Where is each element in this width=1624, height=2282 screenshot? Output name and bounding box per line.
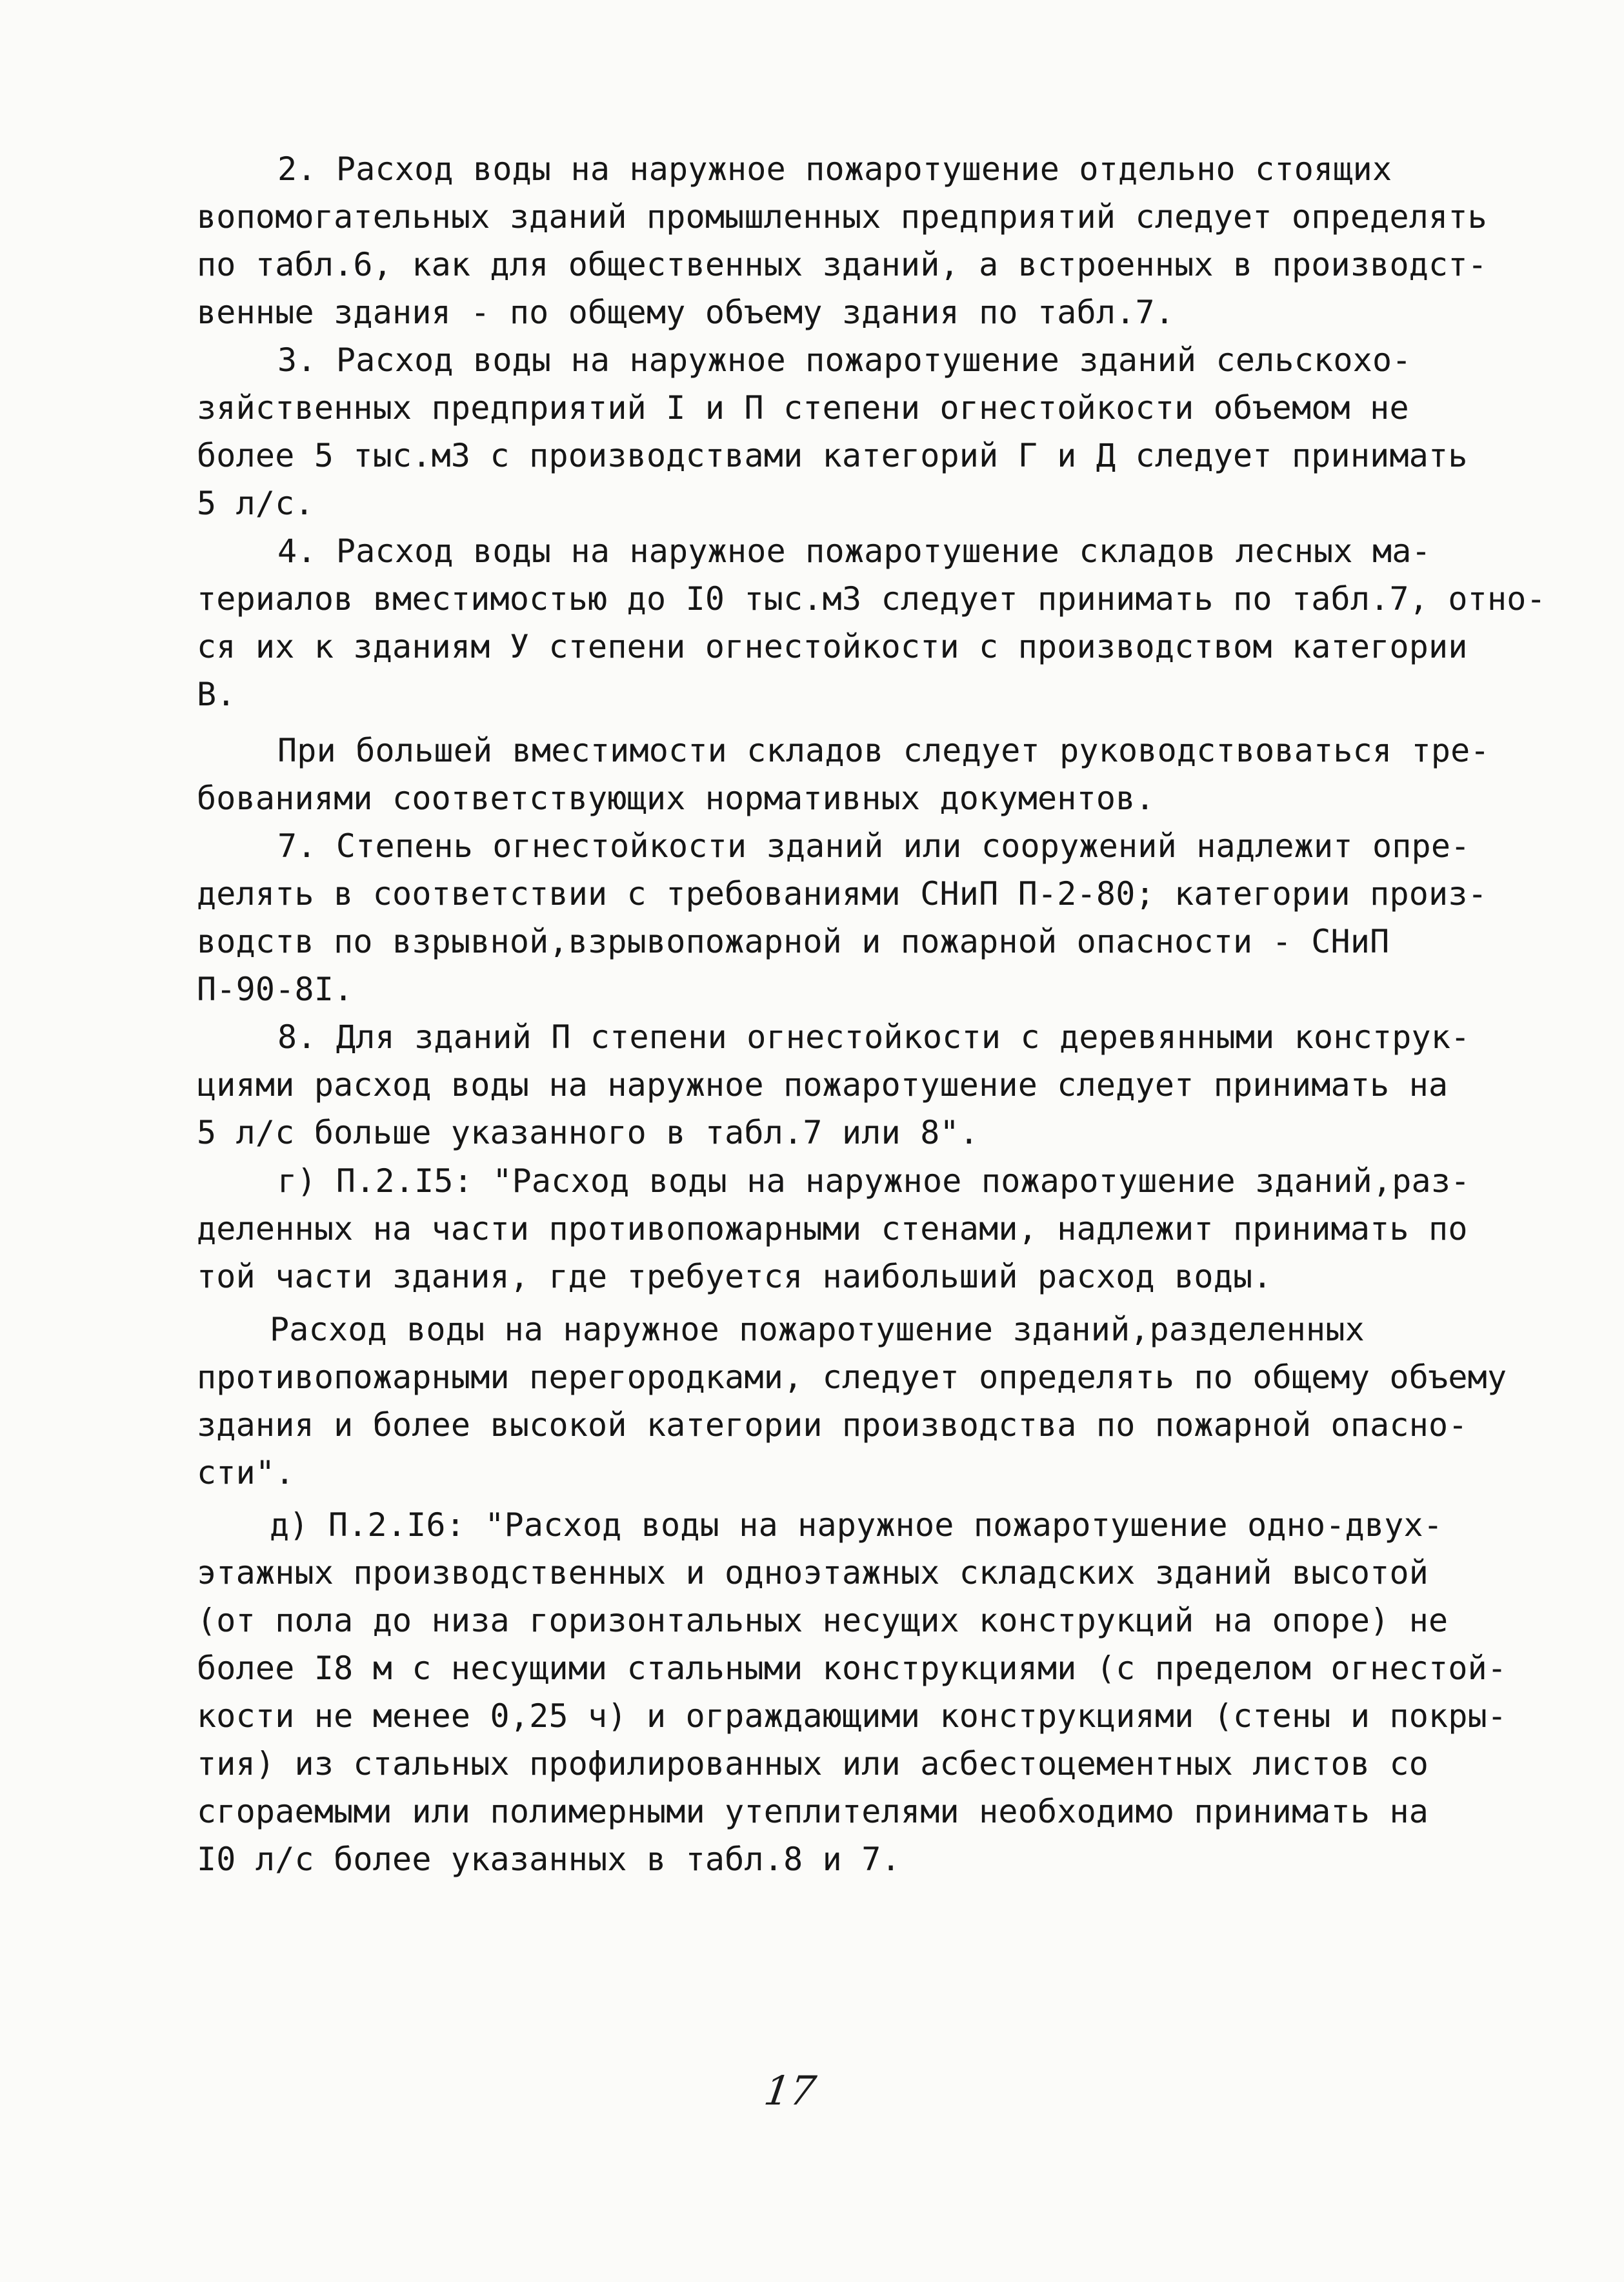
text-line: более I8 м с несущими стальными конструкциями (с пределом огнестой- — [197, 1650, 1507, 1687]
text-line: г) П.2.I5: "Расход воды на наружное пожаротушение зданий,раз- — [277, 1162, 1470, 1200]
text-line: При большей вместимости складов следует руководствоваться тре- — [277, 732, 1490, 769]
text-line: делять в соответствии с требованиями СНиП П-2-80; категории произ- — [197, 875, 1487, 913]
text-line: водств по взрывной,взрывопожарной и пожарной опасности - СНиП — [197, 923, 1390, 960]
text-line: 4. Расход воды на наружное пожаротушение складов лесных ма- — [277, 532, 1431, 570]
text-line: 2. Расход воды на наружное пожаротушение отдельно стоящих — [277, 150, 1392, 188]
text-line: В. — [197, 676, 236, 713]
text-line: противопожарными перегородками, следует определять по общему объему — [197, 1358, 1507, 1396]
text-line: той части здания, где требуется наибольший расход воды. — [197, 1258, 1272, 1295]
text-line: ся их к зданиям У степени огнестойкости с производством категории — [197, 628, 1468, 665]
text-line: здания и более высокой категории производства по пожарной опасно- — [197, 1406, 1468, 1444]
text-line: (от пола до низа горизонтальных несущих конструкций на опоре) не — [197, 1602, 1449, 1639]
text-line: бованиями соответствующих нормативных документов. — [197, 780, 1155, 817]
text-line: 3. Расход воды на наружное пожаротушение зданий сельскохо- — [277, 341, 1412, 379]
text-line: зяйственных предприятий I и П степени огнестойкости объемом не — [197, 389, 1409, 427]
text-line: кости не менее 0,25 ч) и ограждающими конструкциями (стены и покры- — [197, 1697, 1507, 1735]
text-line: этажных производственных и одноэтажных складских зданий высотой — [197, 1554, 1429, 1591]
text-line: Расход воды на наружное пожаротушение зданий,разделенных — [270, 1311, 1365, 1348]
text-line: 8. Для зданий П степени огнестойкости с деревянными конструк- — [277, 1018, 1470, 1056]
text-line: циями расход воды на наружное пожаротушение следует принимать на — [197, 1066, 1449, 1104]
text-line: д) П.2.I6: "Расход воды на наружное пожаротушение одно-двух- — [270, 1506, 1443, 1544]
text-line: вопомогательных зданий промышленных предприятий следует определять — [197, 198, 1487, 236]
text-line: по табл.6, как для общественных зданий, а встроенных в производст- — [197, 246, 1487, 283]
text-line: I0 л/с более указанных в табл.8 и 7. — [197, 1841, 901, 1878]
text-line: сгораемыми или полимерными утеплителями необходимо принимать на — [197, 1793, 1429, 1830]
text-line: более 5 тыс.м3 с производствами категорий Г и Д следует принимать — [197, 437, 1468, 474]
text-line: сти". — [197, 1454, 295, 1491]
text-line: териалов вместимостью до I0 тыс.м3 следует принимать по табл.7, отно- — [197, 580, 1546, 618]
page-number: 17 — [761, 2067, 819, 2114]
text-line: деленных на части противопожарными стенами, надлежит принимать по — [197, 1210, 1468, 1247]
text-line: 7. Степень огнестойкости зданий или сооружений надлежит опре- — [277, 827, 1470, 865]
text-line: 5 л/с больше указанного в табл.7 или 8". — [197, 1114, 979, 1151]
text-line: 5 л/с. — [197, 485, 314, 522]
text-line: тия) из стальных профилированных или асбестоцементных листов со — [197, 1745, 1429, 1782]
text-line: П-90-8I. — [197, 971, 354, 1008]
text-line: венные здания - по общему объему здания по табл.7. — [197, 294, 1175, 331]
